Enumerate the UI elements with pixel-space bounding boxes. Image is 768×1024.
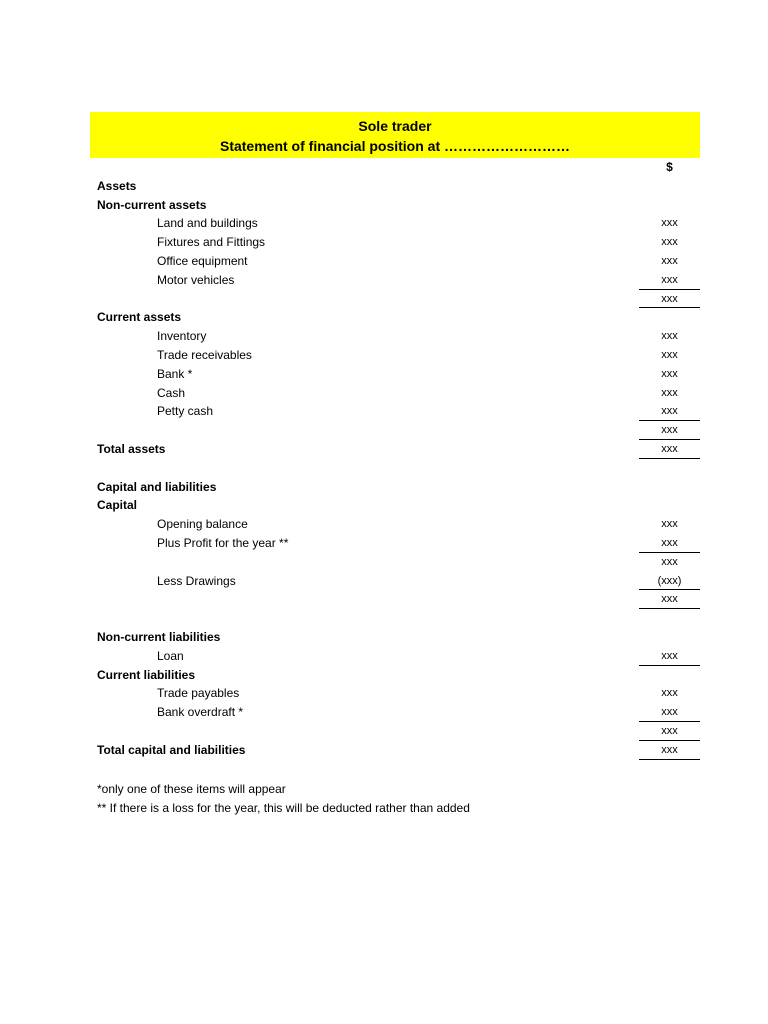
row-label: Opening balance [157,517,248,532]
statement-row [90,628,700,647]
row-amount: xxx [661,330,678,343]
row-label: Non-current liabilities [97,629,221,644]
row-amount-underlined: xxx [639,440,700,459]
row-amount-underlined: xxx [639,421,700,440]
row-label: Non-current assets [97,197,207,212]
statement-row [90,177,700,196]
row-label: Capital and liabilities [97,479,217,494]
statement-row [90,459,700,478]
row-label: Loan [157,648,184,663]
row-amount: xxx [661,555,678,568]
row-amount-underlined: xxx [639,271,700,290]
footnotes [97,780,470,818]
statement-row [90,609,700,628]
row-label: Cash [157,385,186,400]
row-amount-underlined: xxx [639,703,700,722]
statement-row [90,271,700,290]
row-amount-underlined: xxx [639,647,700,666]
currency-header-row [90,158,700,177]
row-label: Office equipment [157,253,248,268]
statement-title: Sole trader [358,118,432,134]
row-label: Bank overdraft * [157,705,244,720]
row-label: Less Drawings [157,573,236,588]
row-label: Motor vehicles [157,272,235,287]
statement-row [90,327,700,346]
financial-statement-sheet [90,112,700,760]
statement-row [90,346,700,365]
row-label: Inventory [157,329,207,344]
row-label: Capital [97,498,138,513]
row-amount: xxx [661,687,678,700]
row-label: Total capital and liabilities [97,742,246,757]
row-label: Current assets [97,310,182,325]
statement-row [90,402,700,421]
row-amount: xxx [661,236,678,249]
statement-row [90,703,700,722]
footnote-double-asterisk: ** If there is a loss for the year, this will be deducted rather than added [97,800,470,815]
row-amount-underlined: xxx [639,402,700,421]
row-label: Land and buildings [157,216,258,231]
row-amount-underlined: xxx [639,741,700,760]
currency-symbol: $ [666,160,673,174]
statement-row [90,590,700,609]
statement-row [90,534,700,553]
row-amount: xxx [661,386,678,399]
statement-row [90,233,700,252]
statement-row [90,440,700,459]
row-label: Bank * [157,366,193,381]
statement-row [90,553,700,572]
statement-row [90,666,700,685]
statement-row [90,290,700,309]
statement-subtitle: Statement of financial position at ……………………… [219,138,571,154]
row-label: Trade receivables [157,347,252,362]
statement-row [90,722,700,741]
row-label: Trade payables [157,686,240,701]
footnote-single-asterisk: *only one of these items will appear [97,782,286,796]
row-amount: xxx [661,348,678,361]
row-amount: xxx [661,367,678,380]
row-amount-underlined: (xxx) [639,572,700,591]
statement-row [90,384,700,403]
statement-row [90,515,700,534]
row-amount: xxx [661,518,678,531]
statement-row [90,365,700,384]
row-amount: xxx [661,217,678,230]
row-amount-underlined: xxx [639,290,700,309]
statement-row [90,741,700,760]
statement-row [90,308,700,327]
row-label: Plus Profit for the year ** [157,535,289,550]
title-band [90,112,700,158]
row-label: Petty cash [157,404,214,419]
row-label: Current liabilities [97,667,196,682]
statement-rows [90,177,700,760]
row-label: Total assets [97,441,166,456]
statement-row [90,496,700,515]
statement-row [90,684,700,703]
row-amount-underlined: xxx [639,590,700,609]
statement-row [90,572,700,591]
statement-row [90,421,700,440]
statement-row [90,478,700,497]
statement-row [90,214,700,233]
row-label: Assets [97,178,137,193]
row-amount-underlined: xxx [639,722,700,741]
statement-row [90,252,700,271]
row-label: Fixtures and Fittings [157,235,266,250]
row-amount: xxx [661,254,678,267]
row-amount-underlined: xxx [639,534,700,553]
statement-row [90,196,700,215]
statement-row [90,647,700,666]
